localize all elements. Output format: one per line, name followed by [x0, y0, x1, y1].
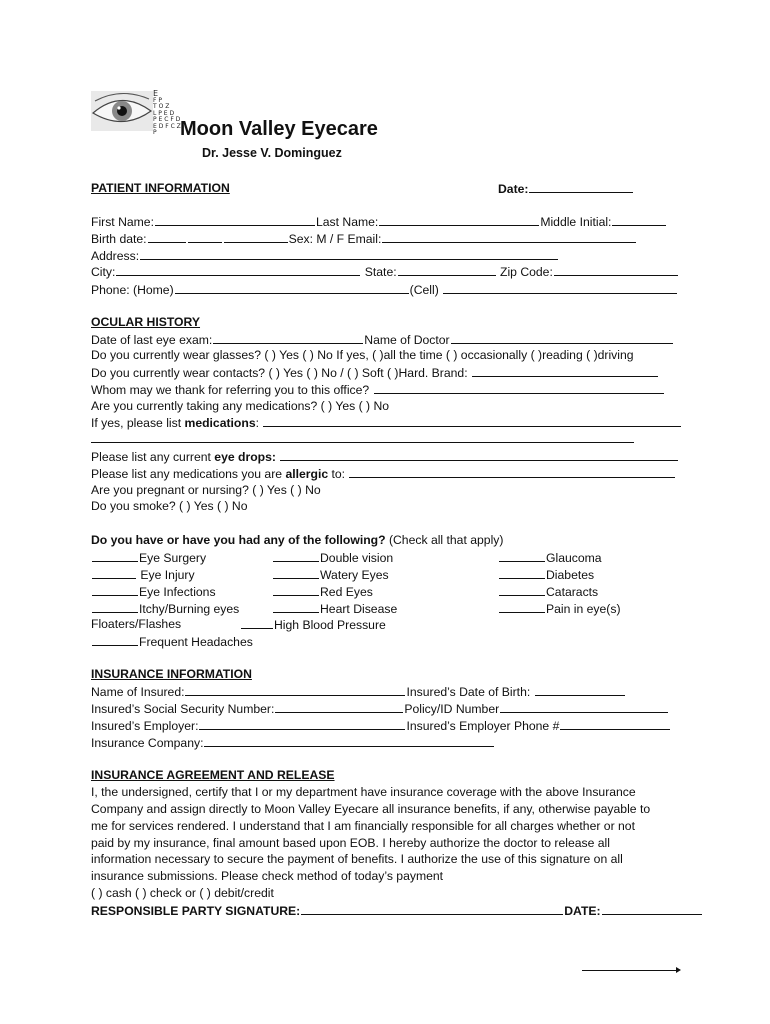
contacts-question[interactable]: Do you currently wear contacts? ( ) Yes ( ) No / ( ) Soft ( )Hard. Brand:: [91, 366, 468, 380]
referral-row: [91, 381, 665, 398]
state-label: State:: [364, 265, 397, 279]
condition-label: Eye Surgery: [139, 551, 207, 565]
patient-info-heading: PATIENT INFORMATION: [91, 181, 230, 195]
signature-label: RESPONSIBLE PARTY SIGNATURE:: [91, 904, 301, 918]
condition-label: Itchy/Burning eyes: [139, 602, 240, 616]
allergic-to: to:: [328, 467, 346, 481]
eye-chart-row: P E C F D: [153, 116, 181, 123]
address-label: Address:: [91, 249, 140, 263]
name-row: [91, 213, 667, 230]
medications-input[interactable]: [263, 414, 681, 427]
eye-chart-row: T O Z: [153, 103, 170, 110]
employer-phone-input[interactable]: [560, 717, 670, 730]
zip-label: Zip Code:: [500, 265, 553, 279]
medications-continuation-line[interactable]: [91, 442, 634, 443]
sex-email-label: Sex: M / F Email:: [288, 232, 382, 246]
condition-watery-eyes[interactable]: [272, 566, 389, 583]
first-name-input[interactable]: [155, 213, 315, 226]
medications-list-label: If yes, please list: [91, 416, 185, 430]
clinic-name: Moon Valley Eyecare: [180, 118, 378, 140]
conditions-note: (Check all that apply): [385, 533, 504, 547]
condition-label: Diabetes: [546, 568, 595, 582]
condition-label: Watery Eyes: [320, 568, 389, 582]
smoke-question[interactable]: Do you smoke? ( ) Yes ( ) No: [91, 499, 248, 513]
phone-row: [91, 281, 678, 298]
condition-label: Eye Injury: [140, 568, 195, 582]
eye-drops-bold: eye drops:: [214, 450, 276, 464]
condition-label: Double vision: [320, 551, 394, 565]
birth-row: [91, 230, 637, 247]
referral-label: Whom may we thank for referring you to this office?: [91, 383, 370, 397]
eye-drops-row: [91, 448, 679, 465]
condition-glaucoma[interactable]: [498, 549, 602, 566]
agreement-text-line: paid by my insurance, final amount based upon EOB. I hereby authorize the doctor to release all: [91, 836, 610, 850]
birth-date-label: Birth date:: [91, 232, 147, 246]
last-name-input[interactable]: [379, 213, 539, 226]
date-field[interactable]: [498, 180, 634, 197]
condition-label: Pain in eye(s): [546, 602, 621, 616]
signature-input[interactable]: [301, 902, 563, 915]
agreement-text-line: me for services rendered. I understand that I am financially responsible for all charges whether or not: [91, 819, 635, 833]
medications-colon: :: [255, 416, 259, 430]
date-label: Date:: [498, 182, 529, 196]
city-label: City:: [91, 265, 116, 279]
doctor-name-label: Name of Doctor: [364, 333, 450, 347]
condition-frequent-headaches[interactable]: [91, 633, 253, 650]
eye-logo-icon: [91, 91, 153, 131]
last-exam-row: [91, 331, 674, 348]
conditions-question: [91, 532, 503, 548]
condition-double-vision[interactable]: [272, 549, 393, 566]
condition-label: Cataracts: [546, 585, 599, 599]
last-exam-label: Date of last eye exam:: [91, 333, 213, 347]
zip-input[interactable]: [554, 263, 678, 276]
condition-label: High Blood Pressure: [274, 618, 386, 632]
insured-dob-label: Insured’s Date of Birth:: [406, 685, 531, 699]
state-input[interactable]: [398, 263, 496, 276]
eye-chart-row: F P: [153, 96, 162, 104]
condition-high-blood-pressure[interactable]: [240, 616, 386, 633]
agreement-text-line: insurance submissions. Please check method of today’s payment: [91, 869, 444, 883]
contacts-brand-input[interactable]: [472, 364, 658, 377]
policy-label: Policy/ID Number: [404, 702, 500, 716]
insured-name-row: [91, 683, 626, 700]
address-row: [91, 247, 559, 264]
condition-heart-disease[interactable]: [272, 600, 397, 617]
medications-list-row: [91, 414, 682, 431]
eye-chart-icon: [153, 89, 183, 136]
ocular-history-heading: OCULAR HISTORY: [91, 315, 201, 329]
condition-label: Red Eyes: [320, 585, 373, 599]
condition-diabetes[interactable]: [498, 566, 594, 583]
birth-day-input[interactable]: [188, 230, 222, 243]
middle-initial-label: Middle Initial:: [540, 215, 612, 229]
ssn-row: [91, 700, 669, 717]
condition-label: Glaucoma: [546, 551, 602, 565]
condition-label: Floaters/Flashes: [91, 617, 182, 631]
agreement-text-line: Company and assign directly to Moon Valley Eyecare all insurance benefits, if any, otherwise payable to: [91, 802, 651, 816]
eye-chart-row: L P E D: [153, 109, 175, 117]
city-row: [91, 263, 679, 280]
company-label: Insurance Company:: [91, 736, 204, 750]
condition-label: Eye Infections: [139, 585, 216, 599]
pregnant-question[interactable]: Are you pregnant or nursing? ( ) Yes ( ) No: [91, 483, 321, 497]
middle-initial-input[interactable]: [612, 213, 666, 226]
condition-label: Frequent Headaches: [139, 635, 253, 649]
glasses-question[interactable]: Do you currently wear glasses? ( ) Yes ( ) No If yes, ( )all the time ( ) occasionally ( )reading ( )driving: [91, 348, 634, 362]
company-input[interactable]: [204, 734, 494, 747]
arrow-right-icon: [676, 967, 681, 973]
name-insured-label: Name of Insured:: [91, 685, 185, 699]
condition-label: Heart Disease: [320, 602, 398, 616]
footer-line: [582, 970, 678, 971]
phone-home-label: Phone: (Home): [91, 283, 174, 297]
contacts-row: [91, 364, 659, 381]
phone-cell-input[interactable]: [443, 281, 677, 294]
employer-phone-label: Insured’s Employer Phone #: [406, 719, 560, 733]
condition-itchy-eyes[interactable]: [91, 600, 239, 617]
agreement-text-line: information necessary to secure the payment of benefits. I authorize the use of this signature on all: [91, 852, 623, 866]
birth-month-input[interactable]: [148, 230, 186, 243]
signature-row: [91, 902, 703, 919]
payment-method-options[interactable]: ( ) cash ( ) check or ( ) debit/credit: [91, 886, 274, 900]
employer-input[interactable]: [199, 717, 405, 730]
policy-input[interactable]: [500, 700, 668, 713]
condition-red-eyes[interactable]: [272, 583, 373, 600]
ssn-input[interactable]: [275, 700, 403, 713]
agreement-heading: INSURANCE AGREEMENT AND RELEASE: [91, 768, 335, 782]
name-insured-input[interactable]: [185, 683, 405, 696]
condition-eye-surgery[interactable]: [91, 549, 206, 566]
doctor-name-input[interactable]: [451, 331, 673, 344]
condition-eye-infections[interactable]: [91, 583, 216, 600]
last-name-label: Last Name:: [315, 215, 379, 229]
eye-drops-input[interactable]: [280, 448, 678, 461]
eye-chart-row: E D F C Z P: [153, 122, 181, 136]
condition-floaters[interactable]: [91, 616, 181, 632]
insured-dob-input[interactable]: [535, 683, 625, 696]
eye-chart-row: E: [153, 89, 159, 98]
medications-bold: medications: [184, 416, 256, 430]
signature-date-label: DATE:: [564, 904, 601, 918]
ssn-label: Insured’s Social Security Number:: [91, 702, 275, 716]
condition-eye-injury[interactable]: [91, 566, 195, 583]
condition-pain-in-eyes[interactable]: [498, 600, 621, 617]
city-input[interactable]: [116, 263, 360, 276]
email-input[interactable]: [382, 230, 636, 243]
phone-cell-label: (Cell): [409, 283, 439, 297]
employer-label: Insured’s Employer:: [91, 719, 199, 733]
conditions-question-bold: Do you have or have you had any of the following?: [91, 533, 386, 547]
employer-row: [91, 717, 671, 734]
last-exam-input[interactable]: [213, 331, 363, 344]
eye-drops-label: Please list any current: [91, 450, 215, 464]
company-row: [91, 734, 495, 751]
condition-cataracts[interactable]: [498, 583, 598, 600]
address-input[interactable]: [140, 247, 558, 260]
signature-date-input[interactable]: [602, 902, 702, 915]
birth-year-input[interactable]: [224, 230, 288, 243]
phone-home-input[interactable]: [175, 281, 409, 294]
insurance-info-heading: INSURANCE INFORMATION: [91, 667, 252, 681]
agreement-text-line: I, the undersigned, certify that I or my department have insurance coverage with the above Insurance: [91, 785, 636, 799]
medications-question[interactable]: Are you currently taking any medications? ( ) Yes ( ) No: [91, 399, 390, 413]
allergies-row: [91, 465, 676, 482]
first-name-label: First Name:: [91, 215, 154, 229]
allergic-bold: allergic: [285, 467, 329, 481]
allergic-label: Please list any medications you are: [91, 467, 286, 481]
allergies-input[interactable]: [349, 465, 675, 478]
referral-input[interactable]: [374, 381, 664, 394]
doctor-name: Dr. Jesse V. Dominguez: [202, 146, 342, 160]
